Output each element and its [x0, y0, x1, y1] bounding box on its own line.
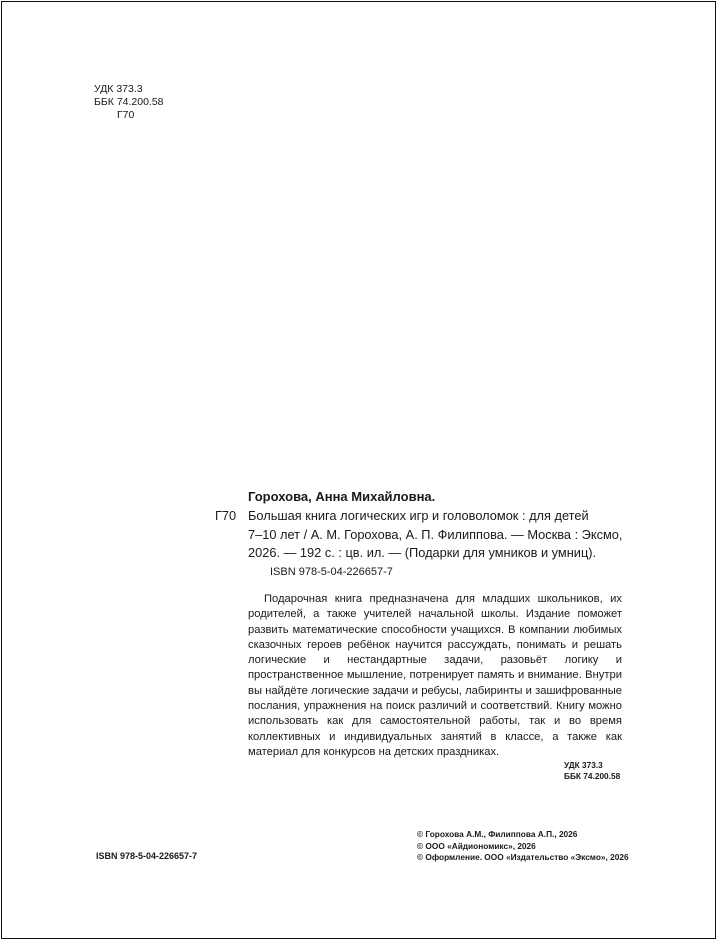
catalog-sign: Г70 — [215, 508, 237, 523]
title-line-1: Большая книга логических игр и головоломок : для детей — [248, 508, 589, 523]
author-heading: Горохова, Анна Михайловна. — [248, 489, 436, 504]
page-frame — [1, 1, 716, 939]
bottom-bbk-code: ББК 74.200.58 — [564, 771, 621, 781]
catalog-isbn: ISBN 978-5-04-226657-7 — [270, 566, 393, 578]
title-line-2: 7–10 лет / А. М. Горохова, А. П. Филиппова. — Москва : Эксмо, — [248, 526, 623, 542]
annotation-text: Подарочная книга предназначена для младших школьников, их родителей, а также учителей начальной школы. Издание поможет развить математические способности учащихся. В компании любимых сказочных героев ребёнок научится рассуждать, понимать и решать логические и нестандартные задачи, разовьёт логику и пространственное мышление, потренирует память и внимание. Внутри вы найдёте логические задачи и ребусы, лабиринты и зашифрованные послания, упражнения на поиск различий и соответствий. Книгу можно использовать как для самостоятельной работы, так и во время коллективных и индивидуальных занятий в классе, а также как материал для конкурсов на детских праздниках. — [248, 593, 622, 758]
top-bbk-code: ББК 74.200.58 — [94, 96, 164, 108]
copyright-design: © Оформление. ООО «Издательство «Эксмо», 2026 — [417, 852, 629, 862]
copyright-publisher: © ООО «Айдиономикс», 2026 — [417, 840, 536, 851]
top-author-sign: Г70 — [117, 109, 135, 121]
footer-isbn: ISBN 978-5-04-226657-7 — [96, 851, 198, 861]
annotation-paragraph — [248, 592, 622, 760]
copyright-authors: © Горохова А.М., Филиппова А.П., 2026 — [417, 829, 578, 839]
bottom-udk-code: УДК 373.3 — [564, 760, 603, 770]
top-udk-code: УДК 373.3 — [94, 83, 143, 95]
title-line-3: 2026. — 192 с. : цв. ил. — (Подарки для умников и умниц). — [248, 545, 597, 560]
